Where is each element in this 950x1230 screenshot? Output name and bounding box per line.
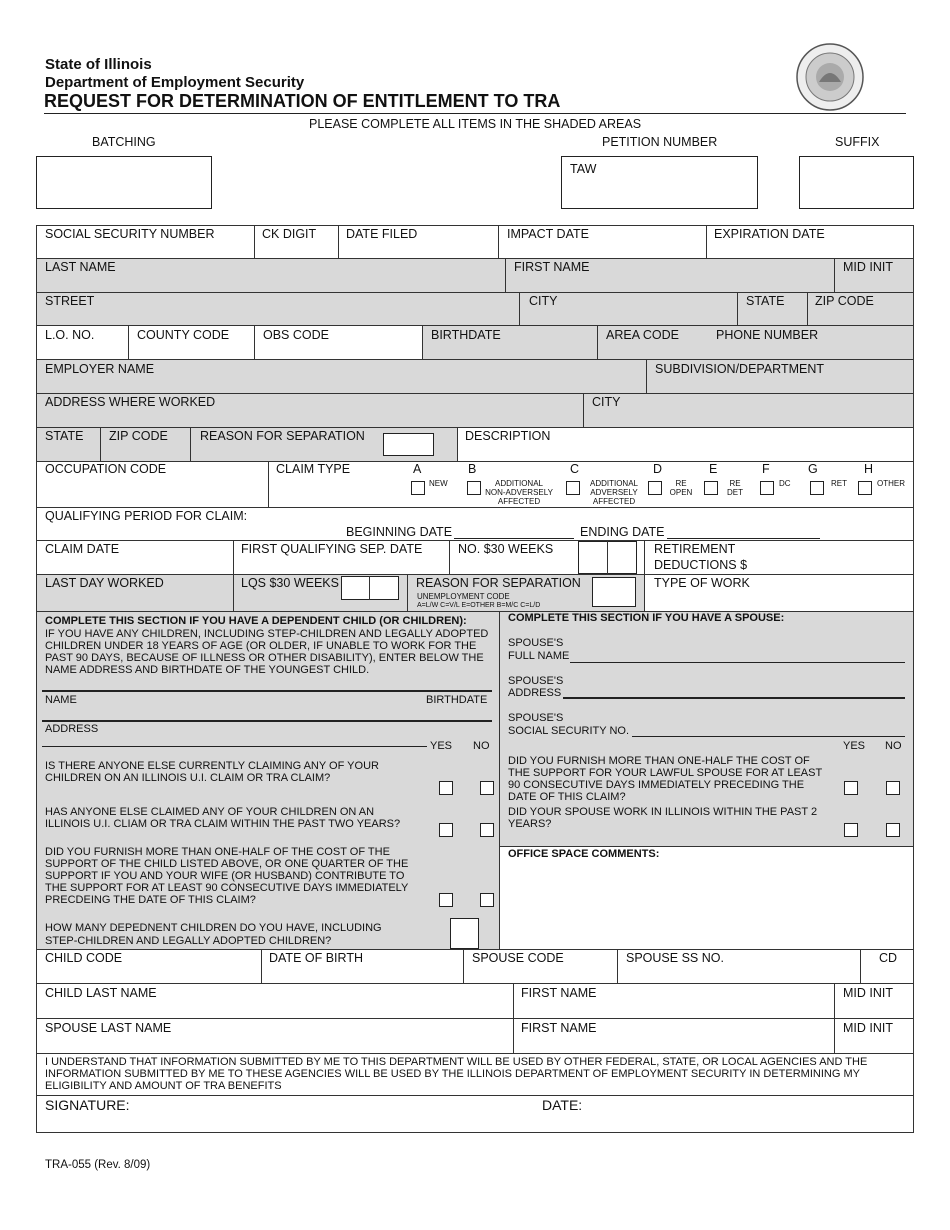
no30-weeks-label: NO. $30 WEEKS bbox=[458, 542, 554, 556]
spouse-address-label: ADDRESS bbox=[508, 687, 562, 699]
lqs-weeks-box[interactable] bbox=[341, 576, 399, 600]
reason-separation-box[interactable] bbox=[383, 433, 434, 456]
claim-type-c-letter: C bbox=[570, 462, 580, 476]
date-field[interactable] bbox=[590, 1097, 905, 1129]
reason-separation-label-2: REASON FOR SEPARATION bbox=[416, 576, 581, 590]
header-line1: State of Illinois bbox=[45, 56, 152, 73]
spouse-no-label: NO bbox=[885, 740, 902, 752]
child-code-label: CHILD CODE bbox=[45, 951, 123, 965]
child-q4-line1: HOW MANY DEPEDNENT CHILDREN DO YOU HAVE, INCLUDING bbox=[45, 922, 382, 934]
office-comments-label: OFFICE SPACE COMMENTS: bbox=[508, 848, 660, 860]
claim-type-g-checkbox[interactable] bbox=[810, 481, 824, 495]
employer-name-label: EMPLOYER NAME bbox=[45, 362, 155, 376]
state-label: STATE bbox=[746, 294, 785, 308]
city-label: CITY bbox=[529, 294, 558, 308]
birthdate-label: BIRTHDATE bbox=[431, 328, 501, 342]
first-qualifying-label: FIRST QUALIFYING SEP. DATE bbox=[241, 542, 423, 556]
mid-init-label: MID INIT bbox=[843, 260, 893, 274]
ck-digit-label: CK DIGIT bbox=[262, 227, 317, 241]
claim-type-g-label: RET bbox=[831, 479, 847, 488]
header-rule bbox=[44, 113, 906, 114]
child-q2-yes-checkbox[interactable] bbox=[439, 823, 453, 837]
statement-line3: ELIGIBILITY AND AMOUNT OF TRA BENEFITS bbox=[45, 1080, 282, 1092]
child-instruction-3: PAST 90 DAYS, BECAUSE OF ILLNESS OR OTHER DISABILITY), ENTER BELOW THE bbox=[45, 652, 484, 664]
claim-type-a-checkbox[interactable] bbox=[411, 481, 425, 495]
child-address-line[interactable] bbox=[42, 720, 492, 722]
spouse-address-prefix: SPOUSE'S bbox=[508, 675, 564, 687]
child-address-label: ADDRESS bbox=[45, 723, 99, 735]
child-q3-line5: PRECDEING THE DATE OF THIS CLAIM? bbox=[45, 894, 256, 906]
child-last-name-label: CHILD LAST NAME bbox=[45, 986, 157, 1000]
spouse-q1-line4: DATE OF THIS CLAIM? bbox=[508, 791, 626, 803]
claim-type-b-label: ADDITIONAL NON-ADVERSELY AFFECTED bbox=[485, 479, 553, 506]
claim-type-e-letter: E bbox=[709, 462, 718, 476]
spouse-section-heading: COMPLETE THIS SECTION IF YOU HAVE A SPOUSE: bbox=[508, 612, 785, 624]
child-q3-line2: SUPPORT OF THE CHILD LISTED ABOVE, OR ONE QUARTER OF THE bbox=[45, 858, 409, 870]
signature-label: SIGNATURE: bbox=[45, 1097, 130, 1113]
suffix-box[interactable] bbox=[799, 156, 914, 209]
impact-date-label: IMPACT DATE bbox=[507, 227, 589, 241]
child-q3-yes-checkbox[interactable] bbox=[439, 893, 453, 907]
batching-box[interactable] bbox=[36, 156, 212, 209]
spouse-ssn-prefix: SPOUSE'S bbox=[508, 712, 564, 724]
area-code-label: AREA CODE bbox=[606, 328, 679, 342]
child-q3-line3: SUPPORT IF YOU AND YOUR WIFE (OR HUSBAND) CONTRIBUTE TO bbox=[45, 870, 405, 882]
instructions: PLEASE COMPLETE ALL ITEMS IN THE SHADED AREAS bbox=[309, 117, 642, 131]
claim-type-d-letter: D bbox=[653, 462, 663, 476]
taw-label: TAW bbox=[570, 162, 597, 176]
zip-code-label-2: ZIP CODE bbox=[109, 429, 168, 443]
claim-type-h-letter: H bbox=[864, 462, 874, 476]
child-q1-line2: CHILDREN ON AN ILLINOIS U.I. CLAIM OR TRA CLAIM? bbox=[45, 772, 331, 784]
obs-code-label: OBS CODE bbox=[263, 328, 329, 342]
spouse-q2-no-checkbox[interactable] bbox=[886, 823, 900, 837]
spouse-q1-yes-checkbox[interactable] bbox=[844, 781, 858, 795]
spouse-q2-line1: DID YOUR SPOUSE WORK IN ILLINOIS WITHIN THE PAST 2 bbox=[508, 806, 818, 818]
claim-type-a-letter: A bbox=[413, 462, 422, 476]
child-name-label: NAME bbox=[45, 694, 77, 706]
claim-type-h-label: OTHER bbox=[877, 479, 905, 488]
date-filed-label: DATE FILED bbox=[346, 227, 418, 241]
child-mid-init-label: MID INIT bbox=[843, 986, 893, 1000]
batching-label: BATCHING bbox=[92, 135, 156, 149]
spouse-address-line[interactable] bbox=[563, 697, 905, 699]
child-name-line[interactable] bbox=[42, 690, 492, 692]
child-q2-no-checkbox[interactable] bbox=[480, 823, 494, 837]
child-instruction-4: NAME ADDRESS AND BIRTHDATE OF THE YOUNGEST CHILD. bbox=[45, 664, 370, 676]
spouse-last-name-label: SPOUSE LAST NAME bbox=[45, 1021, 172, 1035]
spouse-mid-init-label: MID INIT bbox=[843, 1021, 893, 1035]
deductions-label: DEDUCTIONS $ bbox=[654, 558, 748, 572]
ending-date-line[interactable] bbox=[667, 538, 820, 539]
phone-number-label: PHONE NUMBER bbox=[716, 328, 819, 342]
first-name-label: FIRST NAME bbox=[514, 260, 590, 274]
spouse-fullname-line[interactable] bbox=[570, 662, 905, 663]
child-birthdate-label: BIRTHDATE bbox=[426, 694, 488, 706]
header-line2: Department of Employment Security bbox=[45, 74, 305, 91]
ssn-label: SOCIAL SECURITY NUMBER bbox=[45, 227, 215, 241]
spouse-fullname-label: FULL NAME bbox=[508, 650, 570, 662]
beginning-date-label: BEGINNING DATE bbox=[346, 525, 453, 539]
spouse-q1-no-checkbox[interactable] bbox=[886, 781, 900, 795]
claim-type-f-letter: F bbox=[762, 462, 770, 476]
petition-number-label: PETITION NUMBER bbox=[602, 135, 718, 149]
spouse-q2-line2: YEARS? bbox=[508, 818, 552, 830]
claim-type-f-checkbox[interactable] bbox=[760, 481, 774, 495]
child-q2-line1: HAS ANYONE ELSE CLAIMED ANY OF YOUR CHILDREN ON AN bbox=[45, 806, 375, 818]
date-label: DATE: bbox=[542, 1097, 583, 1113]
child-q3-line1: DID YOU FURNISH MORE THAN ONE-HALF OF THE COST OF THE bbox=[45, 846, 390, 858]
claim-type-c-checkbox[interactable] bbox=[566, 481, 580, 495]
claim-type-d-checkbox[interactable] bbox=[648, 481, 662, 495]
form-id: TRA-055 (Rev. 8/09) bbox=[45, 1159, 151, 1171]
type-of-work-label: TYPE OF WORK bbox=[654, 576, 750, 590]
child-q1-no-checkbox[interactable] bbox=[480, 781, 494, 795]
cd-label: CD bbox=[879, 951, 898, 965]
claim-type-e-label: RE DET bbox=[727, 479, 743, 497]
claim-type-h-checkbox[interactable] bbox=[858, 481, 872, 495]
child-q1-line1: IS THERE ANYONE ELSE CURRENTLY CLAIMING ANY OF YOUR bbox=[45, 760, 379, 772]
claim-type-g-letter: G bbox=[808, 462, 818, 476]
claim-date-label: CLAIM DATE bbox=[45, 542, 120, 556]
lqs-weeks-label: LQS $30 WEEKS bbox=[241, 576, 339, 590]
claim-type-a-label: NEW bbox=[429, 479, 448, 488]
lo-no-label: L.O. NO. bbox=[45, 328, 95, 342]
claim-type-b-letter: B bbox=[468, 462, 477, 476]
child-q4-line2: STEP-CHILDREN AND LEGALLY ADOPTED CHILDREN? bbox=[45, 935, 332, 947]
street-label: STREET bbox=[45, 294, 95, 308]
child-section-heading: COMPLETE THIS SECTION IF YOU HAVE A DEPENDENT CHILD (OR CHILDREN): bbox=[45, 615, 467, 627]
subdivision-label: SUBDIVISION/DEPARTMENT bbox=[655, 362, 825, 376]
spouse-code-label: SPOUSE CODE bbox=[472, 951, 564, 965]
state-label-2: STATE bbox=[45, 429, 84, 443]
spouse-q1-line1: DID YOU FURNISH MORE THAN ONE-HALF THE COST OF bbox=[508, 755, 810, 767]
spouse-ssn-label: SOCIAL SECURITY NO. bbox=[508, 725, 630, 737]
child-first-name-label: FIRST NAME bbox=[521, 986, 597, 1000]
child-q1-yes-checkbox[interactable] bbox=[439, 781, 453, 795]
child-no-label: NO bbox=[473, 740, 490, 752]
zip-code-label: ZIP CODE bbox=[815, 294, 874, 308]
statement-line1: I UNDERSTAND THAT INFORMATION SUBMITTED BY ME TO THIS DEPARTMENT WILL BE USED BY OTHER FEDERAL, STATE, OR LOCAL AGENCIES AND THE bbox=[45, 1056, 868, 1068]
reason-separation-label: REASON FOR SEPARATION bbox=[200, 429, 365, 443]
last-name-label: LAST NAME bbox=[45, 260, 116, 274]
spouse-q1-line2: THE SUPPORT FOR YOUR LAWFUL SPOUSE FOR AT LEAST bbox=[508, 767, 823, 779]
spouse-yes-label: YES bbox=[843, 740, 866, 752]
spouse-first-name-label: FIRST NAME bbox=[521, 1021, 597, 1035]
qualifying-period-label: QUALIFYING PERIOD FOR CLAIM: bbox=[45, 509, 248, 523]
spouse-ss-label: SPOUSE SS NO. bbox=[626, 951, 724, 965]
claim-type-f-label: DC bbox=[779, 479, 791, 488]
child-q3-no-checkbox[interactable] bbox=[480, 893, 494, 907]
spouse-q1-line3: 90 CONSECUTIVE DAYS IMMEDIATELY PRECEDING THE bbox=[508, 779, 805, 791]
retirement-label: RETIREMENT bbox=[654, 542, 736, 556]
beginning-date-line[interactable] bbox=[454, 538, 574, 539]
child-yes-label: YES bbox=[430, 740, 453, 752]
suffix-label: SUFFIX bbox=[835, 135, 880, 149]
form-title: REQUEST FOR DETERMINATION OF ENTITLEMENT TO TRA bbox=[44, 91, 561, 111]
child-q2-line2: ILLINOIS U.I. CLIAM OR TRA CLAIM WITHIN THE PAST TWO YEARS? bbox=[45, 818, 401, 830]
spouse-q2-yes-checkbox[interactable] bbox=[844, 823, 858, 837]
spouse-ssn-line[interactable] bbox=[632, 736, 905, 737]
county-code-label: COUNTY CODE bbox=[137, 328, 230, 342]
state-seal-icon bbox=[795, 42, 865, 112]
child-address-underline bbox=[42, 746, 427, 747]
last-day-worked-label: LAST DAY WORKED bbox=[45, 576, 164, 590]
occupation-code-label: OCCUPATION CODE bbox=[45, 462, 167, 476]
worked-city-label: CITY bbox=[592, 395, 621, 409]
reason-code-box[interactable] bbox=[592, 577, 636, 607]
child-instruction-1: IF YOU HAVE ANY CHILDREN, INCLUDING STEP-CHILDREN AND LEGALLY ADOPTED bbox=[45, 628, 489, 640]
child-q3-line4: THE SUPPORT FOR AT LEAST 90 CONSECUTIVE DAYS IMMEDIATELY bbox=[45, 882, 409, 894]
claim-type-label: CLAIM TYPE bbox=[276, 462, 351, 476]
unemployment-code-label: UNEMPLOYMENT CODE bbox=[417, 592, 510, 601]
child-instruction-2: CHILDREN UNDER 18 YEARS OF AGE (OR OLDER, IF UNABLE TO WORK FOR THE bbox=[45, 640, 477, 652]
number-of-children-box[interactable] bbox=[450, 918, 479, 949]
claim-type-e-checkbox[interactable] bbox=[704, 481, 718, 495]
description-label: DESCRIPTION bbox=[465, 429, 551, 443]
claim-type-c-label: ADDITIONAL ADVERSELY AFFECTED bbox=[589, 479, 638, 506]
spouse-fullname-prefix: SPOUSE'S bbox=[508, 637, 564, 649]
expiration-date-label: EXPIRATION DATE bbox=[714, 227, 825, 241]
claim-type-d-label: RE OPEN bbox=[669, 479, 693, 497]
claim-type-b-checkbox[interactable] bbox=[467, 481, 481, 495]
unemployment-code-key: A=L/W C=V/L E=OTHER B=M/C C=L/D bbox=[417, 602, 541, 609]
date-of-birth-label: DATE OF BIRTH bbox=[269, 951, 363, 965]
address-worked-label: ADDRESS WHERE WORKED bbox=[45, 395, 216, 409]
ending-date-label: ENDING DATE bbox=[580, 525, 665, 539]
signature-field[interactable] bbox=[135, 1097, 525, 1129]
statement-line2: INFORMATION SUBMITTED BY ME TO THESE AGENCIES WILL BE USED BY THE ILLINOIS DEPARTMENT OF EMPLOYMENT SECURITY IN DETERMINING MY bbox=[45, 1068, 860, 1080]
